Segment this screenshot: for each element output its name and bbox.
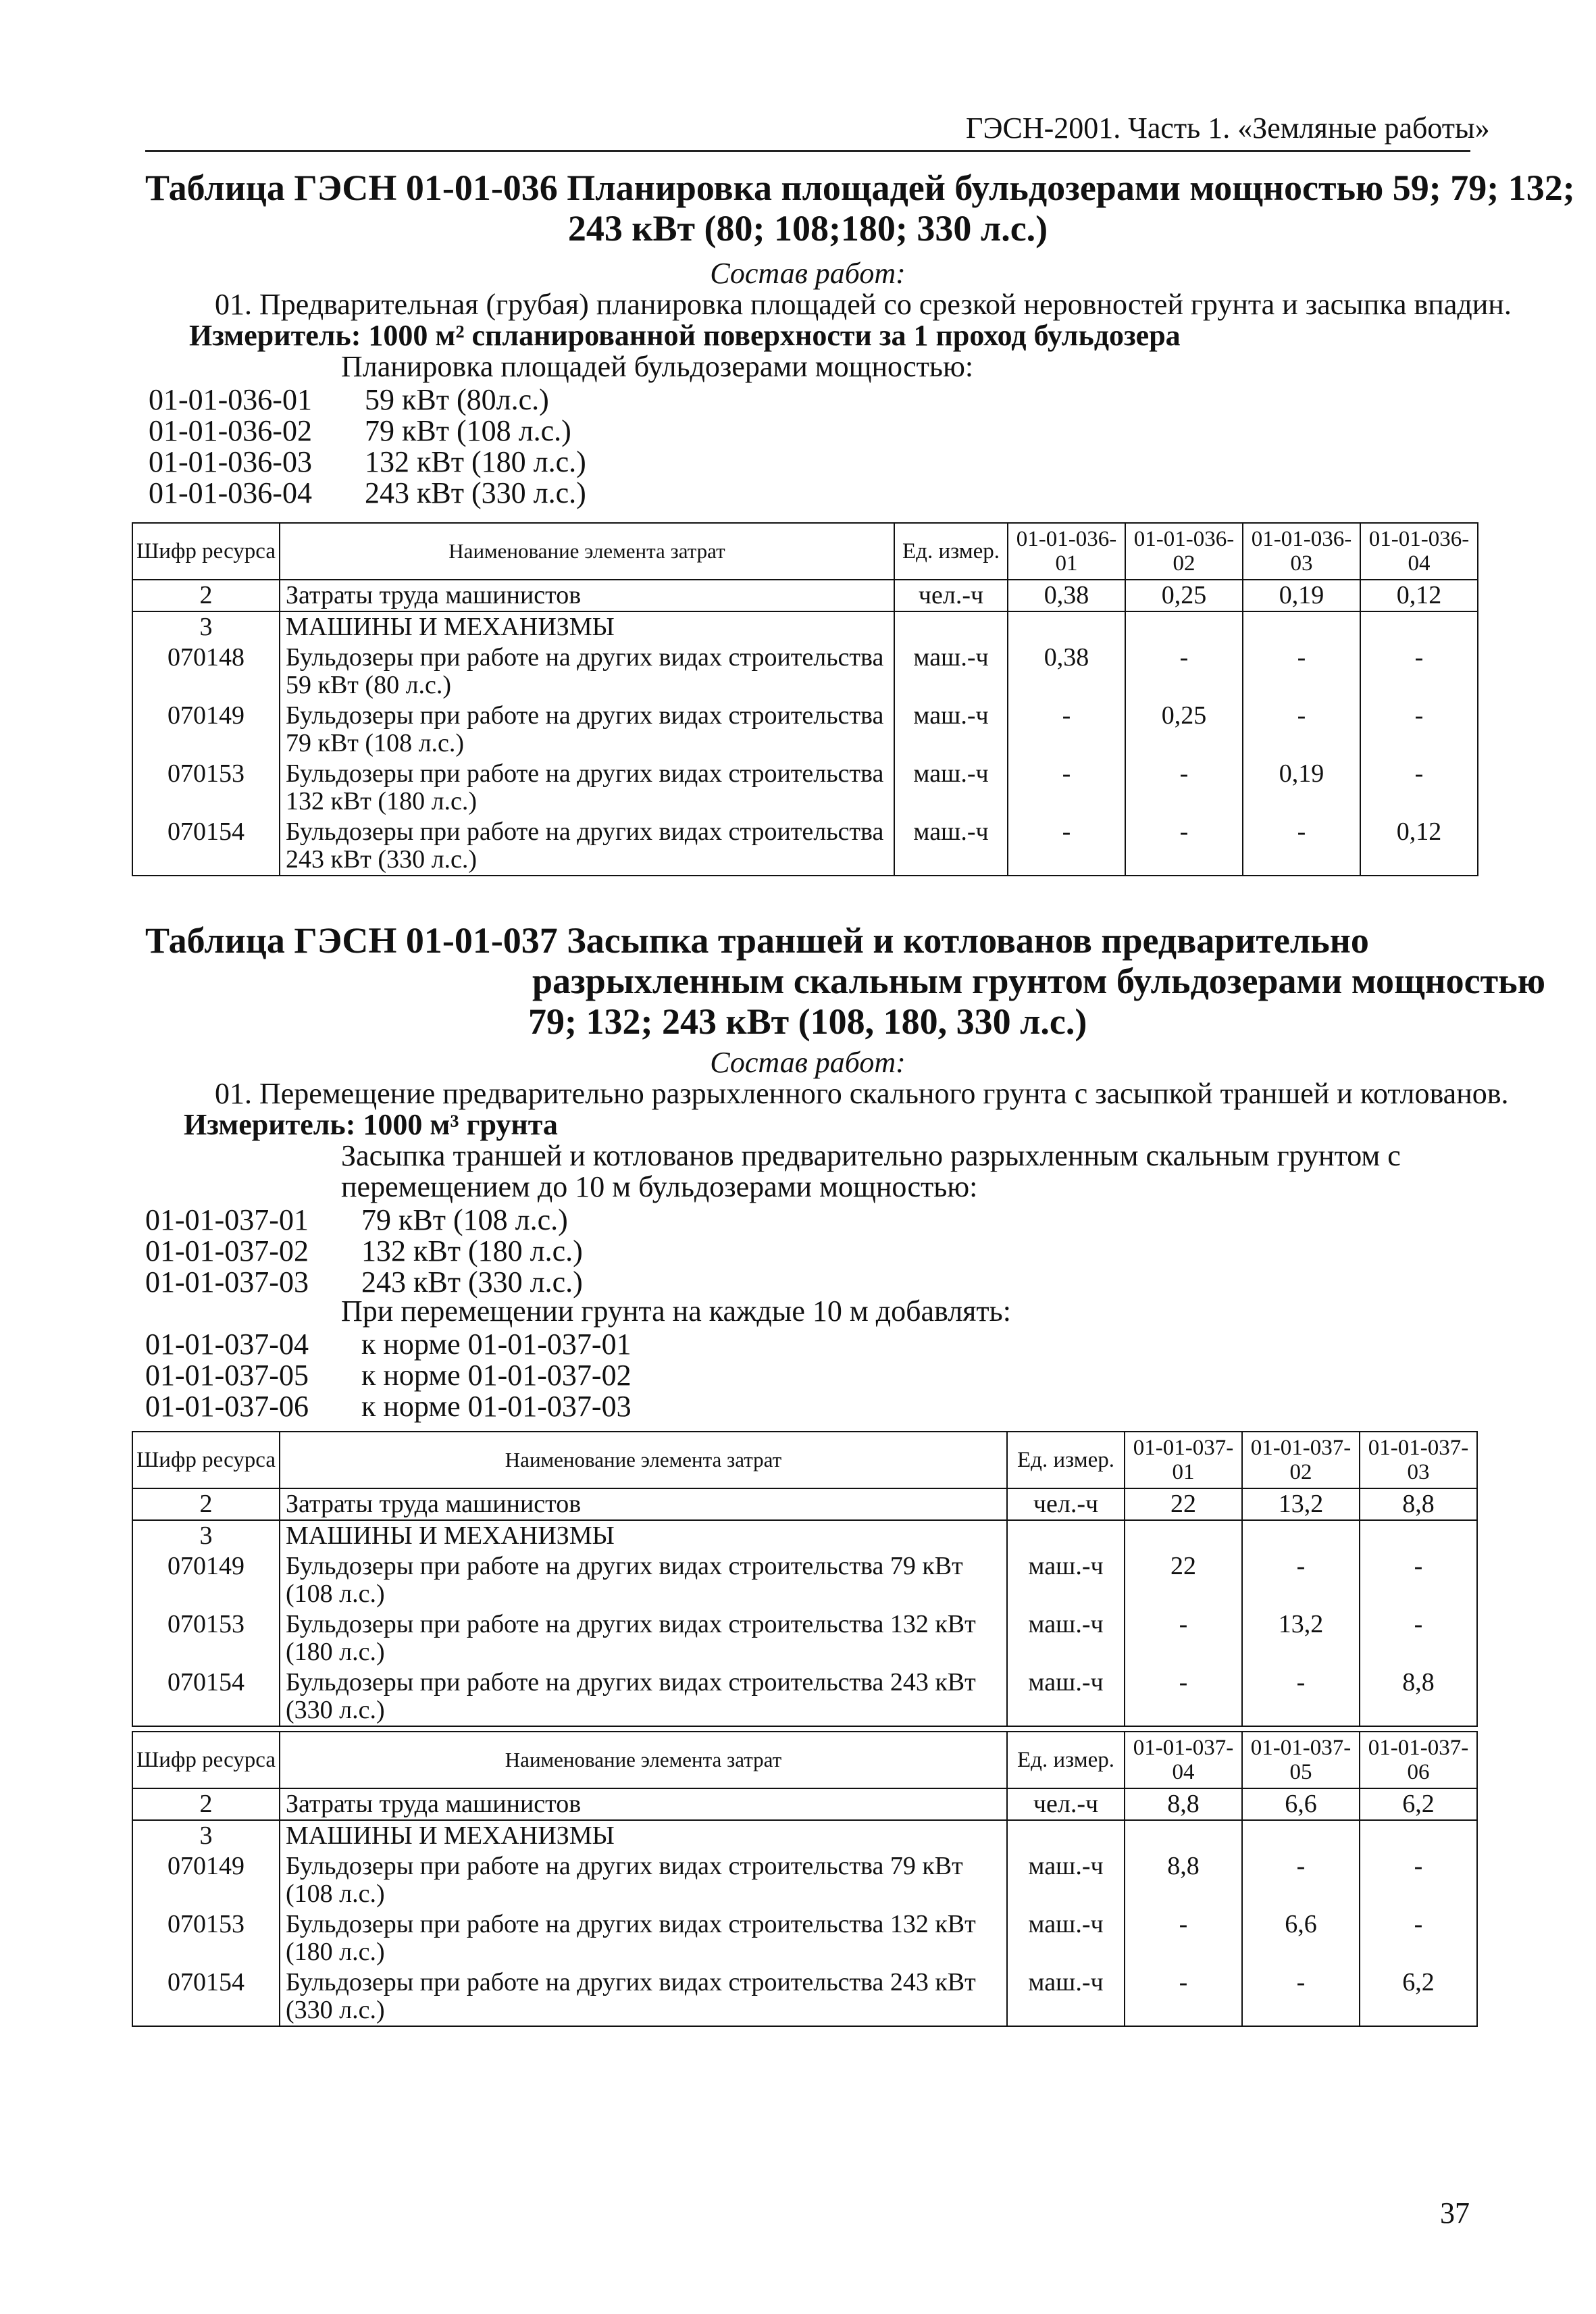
- row-value: -: [1360, 1551, 1477, 1609]
- code-number: 01-01-036-01: [149, 383, 312, 416]
- section-code: 3: [132, 1820, 280, 1851]
- section-row: [132, 1520, 1477, 1551]
- table2-work-description: 01. Перемещение предварительно разрыхленного скального грунта с засыпкой траншей и котлованов.: [215, 1077, 1509, 1110]
- row-value: 13,2: [1242, 1488, 1360, 1520]
- row-value: -: [1125, 1909, 1242, 1967]
- row-name: Бульдозеры при работе на других видах строительства 132 кВт (180 л.с.): [280, 1909, 1007, 1967]
- table2-code-list-a: [145, 1203, 753, 1297]
- row-unit: маш.-ч: [1007, 1551, 1125, 1609]
- code-description: 132 кВт (180 л.с.): [365, 445, 586, 478]
- row-code: 070154: [132, 1667, 280, 1726]
- header-rule: [145, 150, 1470, 152]
- row-value: 0,12: [1360, 817, 1478, 876]
- row-value: -: [1242, 1967, 1360, 2026]
- row-unit: маш.-ч: [894, 817, 1008, 876]
- row-value: -: [1242, 1551, 1360, 1609]
- row-value: -: [1125, 643, 1243, 701]
- code-description: к норме 01-01-037-01: [361, 1328, 632, 1361]
- header-unit: Ед. измер.: [894, 523, 1008, 580]
- row-unit: чел.-ч: [894, 580, 1008, 611]
- row-code: 070149: [132, 1551, 280, 1609]
- table1-resource-table: [132, 522, 1478, 876]
- row-value: -: [1360, 643, 1478, 701]
- row-value: 0,19: [1243, 759, 1360, 817]
- code-number: 01-01-037-05: [145, 1359, 309, 1392]
- row-value: 8,8: [1360, 1667, 1477, 1726]
- row-unit: маш.-ч: [1007, 1967, 1125, 2026]
- header-cost-element: Наименование элемента затрат: [280, 1432, 1007, 1488]
- row-unit: маш.-ч: [1007, 1909, 1125, 1967]
- table2-title-line1: Таблица ГЭСН 01-01-037 Засыпка траншей и котлованов предварительно: [145, 920, 1369, 961]
- table1-work-description: 01. Предварительная (грубая) планировка площадей со срезкой неровностей грунта и засыпка впадин.: [215, 288, 1512, 321]
- row-value: 0,25: [1125, 701, 1243, 759]
- row-value: -: [1243, 817, 1360, 876]
- header-resource-code: Шифр ресурса: [132, 1432, 280, 1488]
- header-norm-column: 01-01-037-06: [1360, 1732, 1477, 1788]
- row-value: -: [1008, 701, 1125, 759]
- row-code: 2: [132, 1488, 280, 1520]
- table1-title-line1: Таблица ГЭСН 01-01-036 Планировка площадей бульдозерами мощностью 59; 79; 132;: [145, 168, 1575, 208]
- row-name: Бульдозеры при работе на других видах строительства 243 кВт (330 л.с.): [280, 1967, 1007, 2026]
- section-title: МАШИНЫ И МЕХАНИЗМЫ: [280, 611, 894, 643]
- table2-resource-table-b: [132, 1731, 1478, 2027]
- row-unit: маш.-ч: [894, 759, 1008, 817]
- row-value: -: [1360, 759, 1478, 817]
- row-value: -: [1125, 1609, 1242, 1667]
- row-value: 8,8: [1360, 1488, 1477, 1520]
- section-code: 3: [132, 1520, 280, 1551]
- row-value: 22: [1125, 1551, 1242, 1609]
- header-cost-element: Наименование элемента затрат: [280, 523, 894, 580]
- header-unit: Ед. измер.: [1007, 1432, 1125, 1488]
- row-value: -: [1242, 1851, 1360, 1909]
- row-code: 070148: [132, 643, 280, 701]
- row-unit: маш.-ч: [894, 643, 1008, 701]
- table2-title-line2: разрыхленным скальным грунтом бульдозерами мощностью: [532, 961, 1545, 1001]
- labor-row: [132, 580, 1478, 611]
- row-name: Бульдозеры при работе на других видах строительства 132 кВт (180 л.с.): [280, 759, 894, 817]
- table2-meter: Измеритель: 1000 м³ грунта: [184, 1108, 558, 1141]
- row-unit: маш.-ч: [1007, 1667, 1125, 1726]
- row-value: 8,8: [1125, 1788, 1242, 1820]
- row-unit: маш.-ч: [1007, 1851, 1125, 1909]
- row-value: -: [1360, 1909, 1477, 1967]
- table1-meter: Измеритель: 1000 м² спланированной поверхности за 1 проход бульдозера: [189, 319, 1181, 352]
- row-code: 070153: [132, 759, 280, 817]
- row-value: -: [1243, 701, 1360, 759]
- row-code: 070153: [132, 1909, 280, 1967]
- row-code: 070149: [132, 1851, 280, 1909]
- row-name: Бульдозеры при работе на других видах строительства 243 кВт (330 л.с.): [280, 1667, 1007, 1726]
- code-number: 01-01-036-02: [149, 414, 312, 447]
- code-number: 01-01-037-06: [145, 1390, 309, 1423]
- row-value: 6,2: [1360, 1788, 1477, 1820]
- row-value: -: [1125, 759, 1243, 817]
- code-description: к норме 01-01-037-02: [361, 1359, 632, 1392]
- code-number: 01-01-037-03: [145, 1265, 309, 1299]
- table-row: [132, 1551, 1477, 1609]
- code-number: 01-01-037-01: [145, 1203, 309, 1236]
- row-value: -: [1360, 1851, 1477, 1909]
- header-norm-column: 01-01-036-01: [1008, 523, 1125, 580]
- header-norm-column: 01-01-036-03: [1243, 523, 1360, 580]
- table1-code-list: [149, 382, 756, 511]
- code-description: 79 кВт (108 л.с.): [365, 414, 571, 447]
- table-row: [132, 701, 1478, 759]
- code-description: к норме 01-01-037-03: [361, 1390, 632, 1423]
- code-number: 01-01-037-02: [145, 1234, 309, 1267]
- row-value: -: [1125, 1667, 1242, 1726]
- header-norm-column: 01-01-037-03: [1360, 1432, 1477, 1488]
- row-name: Бульдозеры при работе на других видах строительства 59 кВт (80 л.с.): [280, 643, 894, 701]
- header-unit: Ед. измер.: [1007, 1732, 1125, 1788]
- row-value: 0,38: [1008, 580, 1125, 611]
- row-value: 22: [1125, 1488, 1242, 1520]
- header-cost-element: Наименование элемента затрат: [280, 1732, 1007, 1788]
- row-name: Затраты труда машинистов: [280, 580, 894, 611]
- table-row: [132, 1667, 1477, 1726]
- table2-intro-line1: Засыпка траншей и котлованов предварительно разрыхленным скальным грунтом с: [341, 1139, 1401, 1172]
- header-norm-column: 01-01-037-05: [1242, 1732, 1360, 1788]
- code-description: 243 кВт (330 л.с.): [365, 476, 586, 509]
- row-value: -: [1008, 817, 1125, 876]
- table-row: [132, 1909, 1477, 1967]
- section-row: [132, 1820, 1477, 1851]
- table1-composition-label: Состав работ:: [710, 257, 906, 290]
- row-value: 6,6: [1242, 1909, 1360, 1967]
- table2-resource-table-a: [132, 1431, 1478, 1727]
- table2-intro-line2: перемещением до 10 м бульдозерами мощностью:: [341, 1170, 978, 1203]
- header-resource-code: Шифр ресурса: [132, 1732, 280, 1788]
- table2-intro2: При перемещении грунта на каждые 10 м добавлять:: [341, 1294, 1011, 1328]
- row-name: Бульдозеры при работе на других видах строительства 79 кВт (108 л.с.): [280, 1851, 1007, 1909]
- header-resource-code: Шифр ресурса: [132, 523, 280, 580]
- labor-row: [132, 1488, 1477, 1520]
- header-norm-column: 01-01-037-02: [1242, 1432, 1360, 1488]
- table-row: [132, 643, 1478, 701]
- row-unit: чел.-ч: [1007, 1788, 1125, 1820]
- table2-title: [145, 920, 1545, 1042]
- section-title: МАШИНЫ И МЕХАНИЗМЫ: [280, 1820, 1007, 1851]
- row-value: 0,38: [1008, 643, 1125, 701]
- table-row: [132, 817, 1478, 876]
- table1-title-line2: 243 кВт (80; 108;180; 330 л.с.): [567, 208, 1048, 249]
- row-value: -: [1008, 759, 1125, 817]
- table-row: [132, 759, 1478, 817]
- section-row: [132, 611, 1478, 643]
- row-value: 6,6: [1242, 1788, 1360, 1820]
- header-norm-column: 01-01-037-01: [1125, 1432, 1242, 1488]
- row-unit: чел.-ч: [1007, 1488, 1125, 1520]
- row-code: 070153: [132, 1609, 280, 1667]
- labor-row: [132, 1788, 1477, 1820]
- header-norm-column: 01-01-036-02: [1125, 523, 1243, 580]
- row-code: 070154: [132, 817, 280, 876]
- row-value: -: [1243, 643, 1360, 701]
- code-number: 01-01-036-03: [149, 445, 312, 478]
- row-value: 6,2: [1360, 1967, 1477, 2026]
- row-name: Затраты труда машинистов: [280, 1488, 1007, 1520]
- row-unit: маш.-ч: [894, 701, 1008, 759]
- page-number: 37: [1440, 2196, 1470, 2230]
- row-value: -: [1242, 1667, 1360, 1726]
- code-description: 59 кВт (80л.с.): [365, 383, 549, 416]
- table2-title-line3: 79; 132; 243 кВт (108, 180, 330 л.с.): [528, 1001, 1087, 1042]
- row-unit: маш.-ч: [1007, 1609, 1125, 1667]
- row-value: 0,12: [1360, 580, 1478, 611]
- row-value: -: [1360, 1609, 1477, 1667]
- row-code: 070149: [132, 701, 280, 759]
- table-row: [132, 1609, 1477, 1667]
- row-value: 8,8: [1125, 1851, 1242, 1909]
- row-value: 0,25: [1125, 580, 1243, 611]
- row-value: -: [1360, 701, 1478, 759]
- table-row: [132, 1851, 1477, 1909]
- row-value: -: [1125, 1967, 1242, 2026]
- table1-intro: Планировка площадей бульдозерами мощностью:: [341, 350, 974, 383]
- code-number: 01-01-036-04: [149, 476, 312, 509]
- table-row: [132, 1967, 1477, 2026]
- row-name: Бульдозеры при работе на других видах строительства 243 кВт (330 л.с.): [280, 817, 894, 876]
- row-code: 2: [132, 580, 280, 611]
- row-code: 070154: [132, 1967, 280, 2026]
- section-title: МАШИНЫ И МЕХАНИЗМЫ: [280, 1520, 1007, 1551]
- header-norm-column: 01-01-036-04: [1360, 523, 1478, 580]
- code-number: 01-01-037-04: [145, 1328, 309, 1361]
- code-description: 243 кВт (330 л.с.): [361, 1265, 583, 1299]
- row-code: 2: [132, 1788, 280, 1820]
- section-code: 3: [132, 611, 280, 643]
- row-name: Бульдозеры при работе на других видах строительства 132 кВт (180 л.с.): [280, 1609, 1007, 1667]
- row-name: Затраты труда машинистов: [280, 1788, 1007, 1820]
- row-value: 13,2: [1242, 1609, 1360, 1667]
- row-name: Бульдозеры при работе на других видах строительства 79 кВт (108 л.с.): [280, 701, 894, 759]
- table2-code-list-b: [145, 1327, 753, 1422]
- table1-title: [145, 168, 1575, 249]
- row-name: Бульдозеры при работе на других видах строительства 79 кВт (108 л.с.): [280, 1551, 1007, 1609]
- header-norm-column: 01-01-037-04: [1125, 1732, 1242, 1788]
- code-description: 132 кВт (180 л.с.): [361, 1234, 583, 1267]
- running-header: ГЭСН-2001. Часть 1. «Земляные работы»: [966, 111, 1490, 145]
- row-value: 0,19: [1243, 580, 1360, 611]
- row-value: -: [1125, 817, 1243, 876]
- table2-composition-label: Состав работ:: [710, 1046, 906, 1079]
- code-description: 79 кВт (108 л.с.): [361, 1203, 568, 1236]
